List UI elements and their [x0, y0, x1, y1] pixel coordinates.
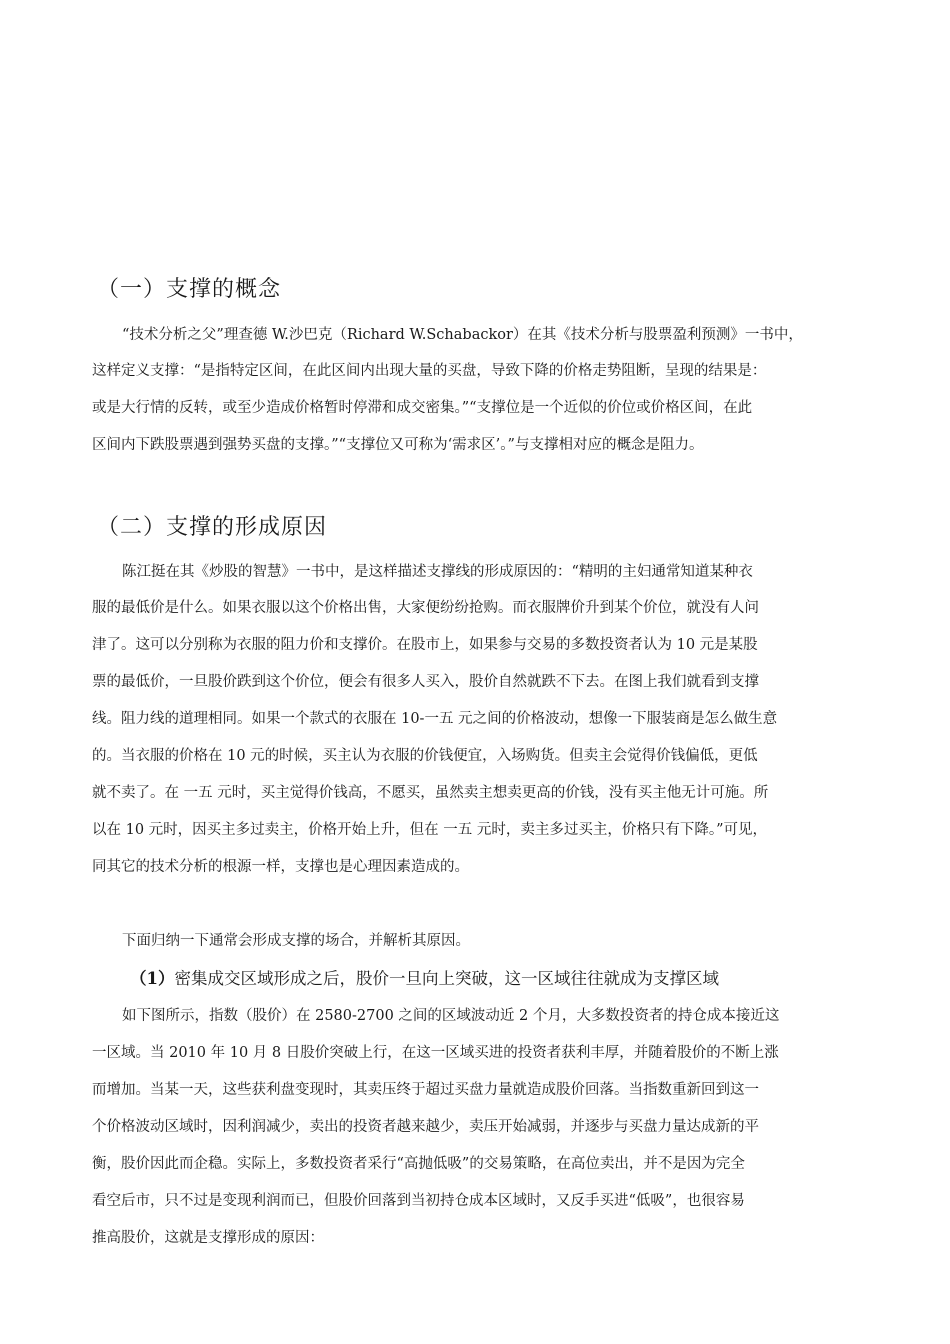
section-1-heading: （一）支撑的概念	[97, 277, 282, 302]
section-2-line: 服的最低价是什么。如果衣服以这个价格出售，大家便纷纷抢购。而衣服牌价升到某个价位，就没有人问	[92, 600, 759, 616]
subsection-1-line: 一区域。当 2010 年 10 月 8 日股价突破上行，在这一区域买进的投资者获利丰厚，并随着股价的不断上涨	[92, 1045, 779, 1061]
section-1-line: 区间内下跌股票遇到强势买盘的支撑。”“支撑位又可称为‘需求区’。”与支撑相对应的概念是阻力。	[92, 437, 704, 453]
section-2-line: 线。阻力线的道理相同。如果一个款式的衣服在 10-一五 元之间的价格波动，想像一下服装商是怎么做生意	[92, 711, 778, 727]
subsection-1-heading	[130, 965, 719, 989]
subsection-1-line: 看空后市，只不过是变现利润而已，但股价回落到当初持仓成本区域时，又反手买进“低吸”，也很容易	[92, 1193, 745, 1209]
section-2-line: 同其它的技术分析的根源一样，支撑也是心理因素造成的。	[92, 859, 469, 875]
section-1-line: 这样定义支撑：“是指特定区间，在此区间内出现大量的买盘，导致下降的价格走势阻断，呈现的结果是：	[92, 363, 767, 379]
section-1-line: “技术分析之父”理查德 W.沙巴克（Richard W.Schabackor）在其《技术分析与股票盈利预测》一书中，	[122, 327, 803, 343]
section-2-line: 以在 10 元时，因买主多过卖主，价格开始上升，但在 一五 元时，卖主多过买主，价格只有下降。”可见，	[92, 822, 768, 838]
section-2-line: 陈江挺在其《炒股的智慧》一书中，是这样描述支撑线的形成原因的：“精明的主妇通常知道某种衣	[122, 564, 753, 580]
subsection-1-line: 如下图所示，指数（股价）在 2580-2700 之间的区域波动近 2 个月，大多数投资者的持仓成本接近这	[122, 1008, 780, 1024]
section-2-line: 的。当衣服的价格在 10 元的时候，买主认为衣服的价钱便宜，入场购货。但卖主会觉得价钱偏低，更低	[92, 748, 758, 764]
subsection-1-line: 个价格波动区域时，因利润减少，卖出的投资者越来越少，卖压开始减弱，并逐步与买盘力量达成新的平	[92, 1119, 759, 1135]
section-1-line: 或是大行情的反转，或至少造成价格暂时停滞和成交密集。”“支撑位是一个近似的价位或价格区间，在此	[92, 400, 753, 416]
section-2-line: 津了。这可以分别称为衣服的阻力价和支撑价。在股市上，如果参与交易的多数投资者认为 10 元是某股	[92, 637, 758, 653]
section-2-line: 就不卖了。在 一五 元时，买主觉得价钱高，不愿买，虽然卖主想卖更高的价钱，没有买主他无计可施。所	[92, 785, 769, 801]
subsection-1-line: 推高股价，这就是支撑形成的原因：	[92, 1230, 324, 1246]
section-2-line: 票的最低价，一旦股价跌到这个价位，便会有很多人买入，股价自然就跌不下去。在图上我们就看到支撑	[92, 674, 759, 690]
subsection-1-number: （1）	[130, 969, 175, 988]
subsection-1-line: 衡，股价因此而企稳。实际上，多数投资者采行“高抛低吸”的交易策略，在高位卖出，并不是因为完全	[92, 1156, 745, 1172]
subsection-1-title: 密集成交区域形成之后，股价一旦向上突破，这一区域往往就成为支撑区域	[174, 969, 719, 988]
section-2-heading: （二）支撑的形成原因	[97, 515, 328, 540]
subsection-1-line: 而增加。当某一天，这些获利盘变现时，其卖压终于超过买盘力量就造成股价回落。当指数重新回到这一	[92, 1082, 759, 1098]
summary-line: 下面归纳一下通常会形成支撑的场合，并解析其原因。	[122, 933, 470, 949]
